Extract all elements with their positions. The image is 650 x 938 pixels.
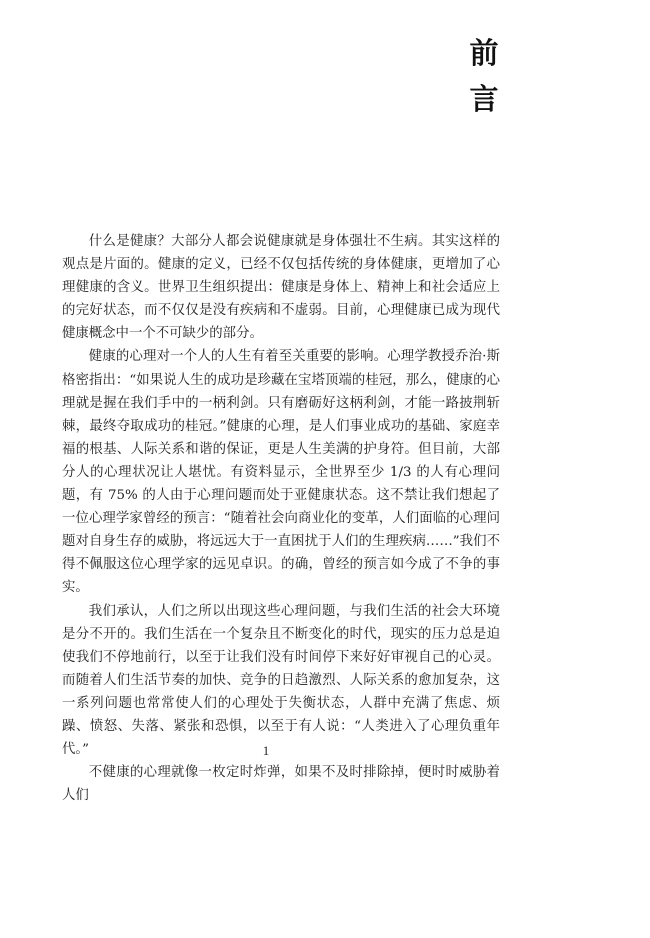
title-char-1: 前 [469,36,499,70]
title-char-2: 言 [469,82,499,116]
paragraph: 不健康的心理就像一枚定时炸弹，如果不及时排除掉，便时时威胁着人们 [62,765,500,804]
page-number: 1 [262,743,270,758]
page-title [464,30,504,122]
paragraph: 什么是健康？大部分人都会说健康就是身体强壮不生病。其实这样的观点是片面的。健康的定义，已经不仅包括传统的身体健康，更增加了心理健康的含义。世界卫生组织提出：健康是身体上、精神上和社会适应上的完好状态，而不仅仅是没有疾病和不虚弱。目前，心理健康已成为现代健康概念中一个不可缺少的部分。 [62,234,500,342]
paragraph: 健康的心理对一个人的人生有着至关重要的影响。心理学教授乔治·斯格密指出：“如果说人生的成功是珍藏在宝塔顶端的桂冠，那么，健康的心理就是握在我们手中的一柄利剑。只有磨砺好这柄利剑，才能一路披荆斩棘，最终夺取成功的桂冠。”健康的心理，是人们事业成功的基础、家庭幸福的根基、人际关系和谐的保证，更是人生美满的护身符。但目前，大部分人的心理状况让人堪忧。有资料显示，全世界至少 1/3 的人有心理问题，有 75% 的人由于心理问题而处于亚健康状态。这不禁让我们想起了一位心理学家曾经的预言：“随着社会向商业化的变革，人们面临的心理问题对自身生存的威胁，将远远大于一直困扰于人们的生理疾病……”我们不得不佩服这位心理学家的远见卓识。的确，曾经的预言如今成了不争的事实。 [62,349,500,596]
paragraph: 我们承认，人们之所以出现这些心理问题，与我们生活的社会大环境是分不开的。我们生活在一个复杂且不断变化的时代，现实的压力总是迫使我们不停地前行，以至于让我们没有时间停下来好好审视自己的心灵。而随着人们生活节奏的加快、竞争的日趋激烈、人际关系的愈加复杂，这一系列问题也常常使人们的心理处于失衡状态，人群中充满了焦虑、烦躁、愤怒、失落、紧张和恐惧，以至于有人说：“人类进入了心理负重年代。” [62,603,500,758]
body-text [62,230,500,807]
